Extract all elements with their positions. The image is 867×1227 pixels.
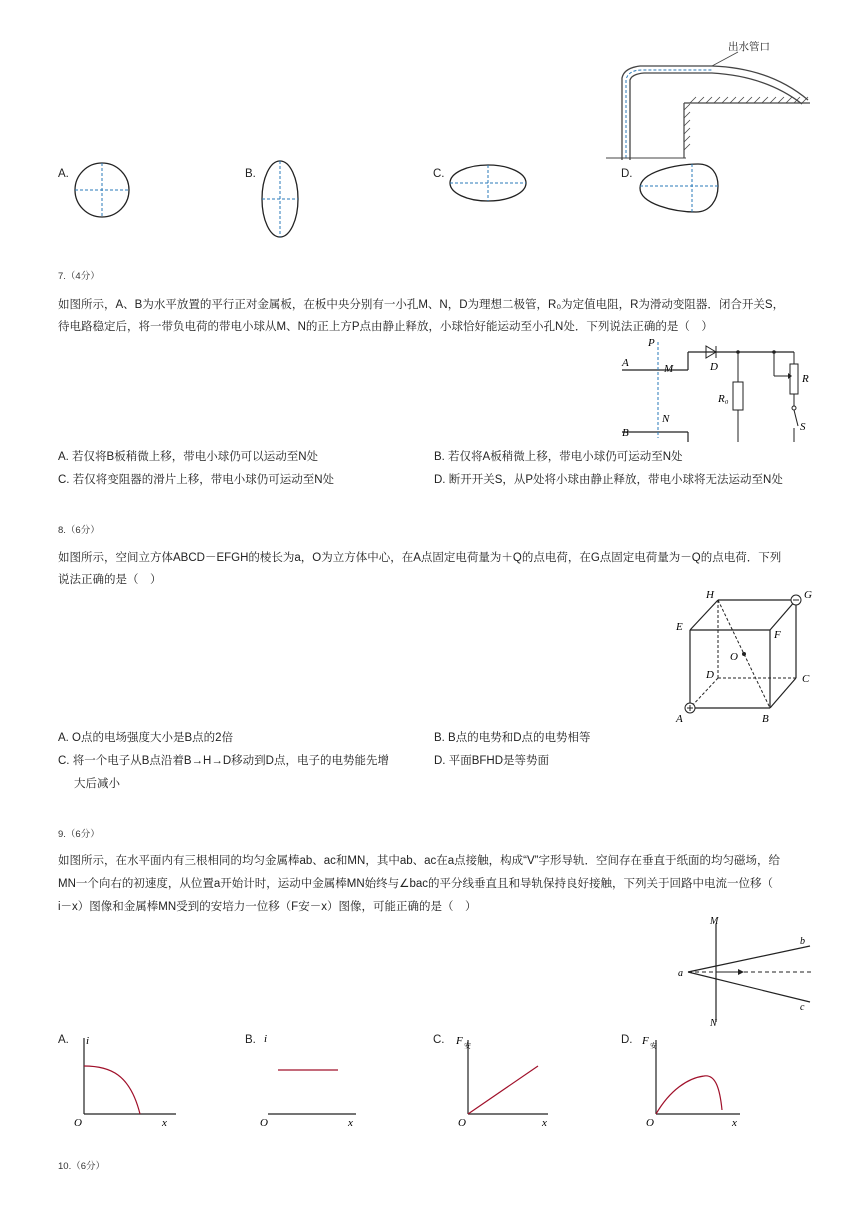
q9b-origin: O: [260, 1117, 268, 1129]
q8-label-b: B: [762, 713, 769, 725]
q9-stem-line3: i－x）图像和金属棒MN受到的安培力一位移（F安－x）图像，可能正确的是（ ）: [58, 901, 477, 913]
q9-stem-line2: MN一个向右的初速度，从位置a开始计时，运动中金属棒MN始终与∠bac的平分线垂直且和导轨保持良好接触，下列关于回路中电流一位移（: [58, 878, 774, 890]
q6-shape-egg: [636, 158, 736, 218]
q9c-axis-f-sub: 安: [464, 1042, 471, 1050]
q7-option-b[interactable]: B. 若仅将A板稍微上移，带电小球仍可运动至N处: [434, 451, 683, 463]
q6-option-a[interactable]: A.: [58, 168, 69, 180]
q7-label-b: B: [622, 427, 629, 439]
q8-label-d: D: [706, 669, 714, 681]
q6-shape-horizontal-ellipse: [448, 162, 538, 212]
q8-stem-line2: 说法正确的是（ ）: [58, 574, 162, 586]
q8-number: 8.（6分）: [58, 525, 100, 536]
q7-label-s: S: [800, 421, 806, 433]
q8-label-h: H: [706, 589, 714, 601]
q9a-axis-i: i: [86, 1035, 90, 1047]
q9-option-b[interactable]: B.: [245, 1034, 256, 1046]
q10-number: 10.（6分）: [58, 1161, 105, 1172]
q9c-origin: O: [458, 1117, 466, 1129]
q7-stem-line2: 待电路稳定后，将一带负电荷的带电小球从M、N的正上方P点由静止释放，小球恰好能运动至小孔N处．下列说法正确的是（ ）: [58, 321, 713, 333]
q7-option-a[interactable]: A. 若仅将B板稍微上移，带电小球仍可以运动至N处: [58, 451, 319, 463]
q9b-axis-i: i: [264, 1033, 268, 1045]
q9b-axis-x: x: [348, 1117, 353, 1129]
q8-label-e: E: [676, 621, 683, 633]
q6-option-b[interactable]: B.: [245, 168, 256, 180]
q7-label-m: M: [664, 363, 674, 375]
q6-option-c[interactable]: C.: [433, 168, 445, 180]
q6-shape-vertical-ellipse: [258, 158, 308, 248]
q6-option-d[interactable]: D.: [621, 168, 633, 180]
q9-graph-b: [258, 1030, 378, 1130]
q9d-origin: O: [646, 1117, 654, 1129]
q7-label-n: N: [662, 413, 670, 425]
q8-option-c-cont: 大后减小: [74, 778, 120, 790]
q9-graph-d: [640, 1030, 760, 1130]
q9a-axis-x: x: [162, 1117, 167, 1129]
q9-label-b: b: [800, 936, 805, 947]
q8-option-a[interactable]: A. O点的电场强度大小是B点的2倍: [58, 732, 234, 744]
q7-label-d: D: [710, 361, 718, 373]
q9-label-c: c: [800, 1002, 805, 1013]
q9-v-rail-diagram: [676, 914, 816, 1029]
q9d-axis-f-sub: 安: [650, 1042, 657, 1050]
q9-label-n: N: [710, 1018, 717, 1029]
q7-option-c[interactable]: C. 若仅将变阻器的滑片上移，带电小球仍可运动至N处: [58, 474, 334, 486]
q9-label-m: M: [710, 916, 719, 927]
q8-label-c: C: [802, 673, 810, 685]
q9-label-a: a: [678, 968, 683, 979]
q9-stem-line1: 如图所示，在水平面内有三根相同的均匀金属棒ab、ac和MN，其中ab、ac在a点接触，构成“V”字形导轨．空间存在垂直于纸面的均匀磁场，给: [58, 855, 780, 867]
q7-label-r0: R₀: [718, 393, 729, 405]
q8-label-a: A: [676, 713, 683, 725]
q9c-axis-x: x: [542, 1117, 547, 1129]
q7-circuit-diagram: [618, 338, 818, 448]
q9-option-d[interactable]: D.: [621, 1034, 633, 1046]
q9d-axis-x: x: [732, 1117, 737, 1129]
q9-graph-a: [70, 1030, 190, 1130]
q7-stem-line1: 如图所示，A、B为水平放置的平行正对金属板，在板中央分别有一小孔M、N，D为理想二极管，R₀为定值电阻，R为滑动变阻器．闭合开关S，: [58, 299, 785, 311]
q7-label-a: A: [622, 357, 629, 369]
q8-option-c[interactable]: C. 将一个电子从B点沿着B→H→D移动到D点，电子的电势能先增: [58, 755, 389, 767]
q8-label-f: F: [774, 629, 781, 641]
q9-option-a[interactable]: A.: [58, 1034, 69, 1046]
outlet-pipe-diagram: [0, 0, 867, 170]
q7-number: 7.（4分）: [58, 271, 100, 282]
q9-number: 9.（6分）: [58, 829, 100, 840]
q9d-axis-f: F: [642, 1035, 649, 1047]
q7-label-p: P: [648, 337, 655, 349]
q6-shape-circle: [68, 158, 138, 228]
q9-option-c[interactable]: C.: [433, 1034, 445, 1046]
q7-option-d[interactable]: D. 断开开关S，从P处将小球由静止释放，带电小球将无法运动至N处: [434, 474, 783, 486]
q8-stem-line1: 如图所示，空间立方体ABCD－EFGH的棱长为a，O为立方体中心，在A点固定电荷量为＋Q的点电荷，在G点固定电荷量为－Q的点电荷．下列: [58, 552, 782, 564]
q9-graph-c: [452, 1030, 572, 1130]
q7-label-r: R: [802, 373, 809, 385]
q8-option-b[interactable]: B. B点的电势和D点的电势相等: [434, 732, 591, 744]
q9a-origin: O: [74, 1117, 82, 1129]
outlet-label: 出水管口: [728, 41, 770, 53]
q8-cube-diagram: [672, 588, 822, 728]
q8-label-g: G: [804, 589, 812, 601]
q9c-axis-f: F: [456, 1035, 463, 1047]
q8-option-d[interactable]: D. 平面BFHD是等势面: [434, 755, 549, 767]
q8-label-o: O: [730, 651, 738, 663]
